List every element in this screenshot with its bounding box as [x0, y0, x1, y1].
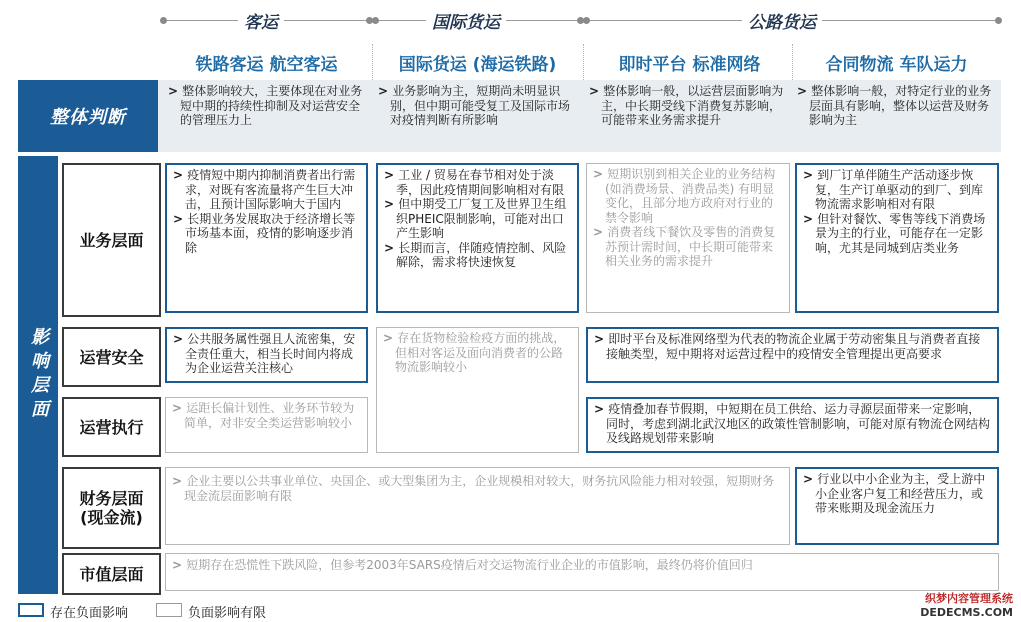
business-intl-point: > 长期而言，伴随疫情控制、风险解除，需求将快速恢复: [384, 241, 571, 270]
business-contract-box: [795, 163, 999, 313]
finance-general-box: [165, 467, 790, 545]
row-label-business: 业务层面: [62, 163, 161, 317]
group-dot: [160, 17, 167, 24]
finance-general-text: > 企业主要以公共事业单位、央国企、或大型集团为主，企业规模相对较大，财务抗风险能力相对较强，短期财务现金流层面影响有限: [172, 474, 783, 503]
market-box: [165, 553, 999, 591]
judgement-passenger: > 整体影响较大，主要体现在对业务短中期的持续性抑制及对运营安全的管理压力上: [168, 84, 368, 128]
business-passenger-point: > 疫情短中期内抑制消费者出行需求，对既有客流量将产生巨大冲击，且预计国际影响大于国内: [173, 168, 360, 212]
business-instant-point: > 消费者线下餐饮及零售的消费复苏预计需时间，中长期可能带来相关业务的需求提升: [593, 225, 783, 269]
group-title-road-freight: 公路货运: [742, 8, 822, 33]
impact-label: 影响层面: [18, 156, 58, 594]
subheader-contract-fleet: 合同物流 车队运力: [825, 55, 968, 75]
business-passenger-point: > 长期业务发展取决于经济增长等市场基本面，疫情的影响逐步消除: [173, 212, 360, 256]
watermark-line1: 织梦内容管理系统: [925, 592, 1013, 605]
judgement-intl: > 业务影响为主，短期尚未明显识别，但中期可能受复工及国际市场对疫情判断有所影响: [378, 84, 578, 128]
execution-road-box: [586, 397, 999, 453]
finance-contract-box: [795, 467, 999, 545]
safety-passenger-box: [165, 327, 368, 383]
judgement-instant-standard: > 整体影响一般，以运营层面影响为主，中长期受线下消费复苏影响，可能带来业务需求提升: [589, 84, 789, 128]
legend-limited-swatch: [156, 603, 182, 617]
judgement-contract: > 整体影响一般，对特定行业的业务层面具有影响，整体以运营及财务影响为主: [797, 84, 997, 128]
judgement-label: 整体判断: [18, 80, 158, 152]
execution-road-text: > 疫情叠加春节假期，中短期在员工供给、运力寻源层面带来一定影响，同时，考虑到湖北武汉地区的政策性管制影响，可能对原有物流仓网结构及线路规划带来影响: [594, 402, 991, 446]
market-text: > 短期存在恐慌性下跌风险，但参考2003年SARS疫情后对交运物流行业企业的市值影响，最终仍将价值回归: [172, 558, 992, 573]
execution-passenger-text: > 运距长偏计划性、业务环节较为简单，对非安全类运营影响较小: [172, 401, 361, 430]
business-intl-point: > 工业 / 贸易在春节相对处于淡季，因此疫情期间影响相对有限: [384, 168, 571, 197]
group-dot: [995, 17, 1002, 24]
legend-limited-label: 负面影响有限: [188, 606, 267, 621]
group-title-intl-freight: 国际货运: [426, 8, 506, 33]
safety-passenger-text: > 公共服务属性强且人流密集，安全责任重大，相当长时间内将成为企业运营关注核心: [173, 332, 360, 376]
business-contract-point: > 到厂订单伴随生产活动逐步恢复，生产订单驱动的到厂、到库物流需求影响相对有限: [803, 168, 991, 212]
subheader-intl: 国际货运 (海运铁路): [398, 55, 557, 75]
safety-intl-box: [376, 327, 579, 453]
legend-negative-label: 存在负面影响: [50, 606, 129, 621]
subheader-rail-air: 铁路客运 航空客运: [195, 55, 338, 75]
safety-intl-text: > 存在货物检验检疫方面的挑战，但相对客运及面向消费者的公路物流影响较小: [383, 331, 572, 375]
execution-passenger-box: [165, 397, 368, 453]
watermark-line2: DEDECMS.COM: [920, 606, 1013, 619]
business-intl-box: [376, 163, 579, 313]
business-instant-point: > 短期识别到相关企业的业务结构 (如消费场景、消费品类) 有明显变化，且部分地方政府对行业的禁令影响: [593, 167, 783, 225]
group-dot: [583, 17, 590, 24]
safety-instant-box: [586, 327, 999, 383]
business-contract-point: > 但针对餐饮、零售等线下消费场景为主的行业，可能存在一定影响，尤其是同城到店类业务: [803, 212, 991, 256]
legend-negative-swatch: [18, 603, 44, 617]
business-intl-point: > 但中期受工厂复工及世界卫生组织PHEIC限制影响，可能对出口产生影响: [384, 197, 571, 241]
row-label-market: 市值层面: [62, 553, 161, 595]
row-label-finance: 财务层面 (现金流): [62, 467, 161, 549]
business-instant-box: [586, 163, 790, 313]
safety-instant-text: > 即时平台及标准网络型为代表的物流企业属于劳动密集且与消费者直接接触类型，短中期将对运营过程中的疫情安全管理提出更高要求: [594, 332, 991, 361]
group-title-passenger: 客运: [238, 8, 284, 33]
row-label-safety: 运营安全: [62, 327, 161, 387]
row-label-execution: 运营执行: [62, 397, 161, 457]
business-passenger-box: [165, 163, 368, 313]
finance-contract-text: > 行业以中小企业为主，受上游中小企业客户复工和经营压力，或带来账期及现金流压力: [803, 472, 991, 516]
group-dot: [372, 17, 379, 24]
subheader-instant-standard: 即时平台 标准网络: [618, 55, 761, 75]
